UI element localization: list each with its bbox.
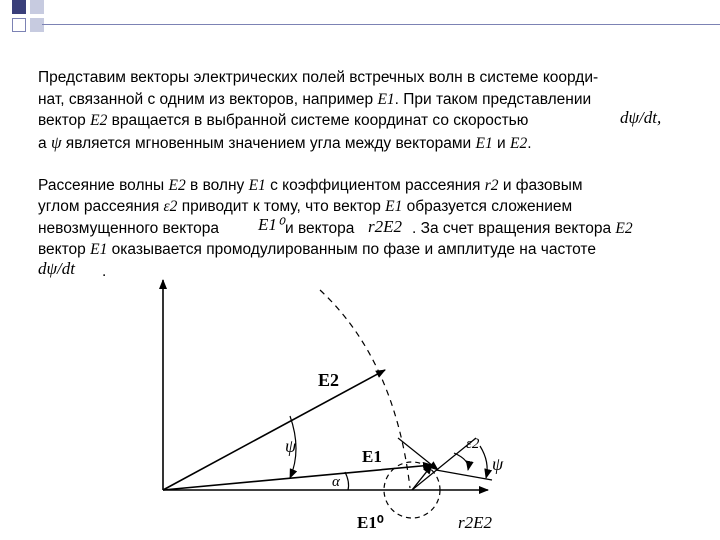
variable-E1: E1 — [475, 135, 493, 152]
variable-r2: r2 — [484, 177, 499, 194]
label-E1-0: E1⁰ — [357, 513, 384, 532]
angle-eps2-arc — [454, 453, 468, 470]
angle-alpha-arc — [345, 472, 349, 490]
text: вектор — [38, 241, 91, 258]
variable-E1: E1 — [385, 198, 403, 215]
label-alpha: α — [332, 474, 340, 490]
variable-E2: E2 — [168, 177, 186, 194]
label-r2E2: r2E2 — [458, 513, 492, 532]
text: . — [527, 135, 532, 152]
angle-psi2-arc — [480, 446, 487, 478]
text: а — [38, 135, 51, 152]
label-psi: ψ — [285, 436, 297, 456]
text: является мгновенным значением угла между векторами — [61, 135, 476, 152]
variable-E1: E1 — [248, 177, 266, 194]
formula-dpsi-dt: dψ/dt — [38, 259, 76, 278]
text: невозмущенного вектора — [38, 220, 219, 237]
text: и фазовым — [498, 177, 583, 194]
label-E1: E1 — [362, 447, 382, 466]
text: вращается в выбранной системе координат со скоростью — [107, 112, 529, 129]
variable-eps2: ε2 — [163, 198, 178, 215]
text: приводит к тому, что вектор — [177, 198, 386, 215]
text: углом рассеяния — [38, 198, 164, 215]
label-E2: E2 — [318, 370, 340, 390]
variable-E1: E1 — [90, 241, 108, 258]
formula-E1-0: E1⁰ — [258, 215, 284, 234]
text: образуется сложением — [402, 198, 573, 215]
label-psi-2: ψ — [492, 454, 504, 474]
variable-E2: E2 — [615, 220, 633, 237]
helper-line — [398, 438, 438, 470]
symbol-psi: ψ — [50, 133, 62, 152]
text: в волну — [185, 177, 249, 194]
vector-r2E2 — [412, 465, 432, 490]
text: Рассеяние волны — [38, 177, 169, 194]
text: и вектора — [285, 220, 355, 237]
text: оказывается промодулированным по фазе и амплитуде на частоте — [107, 241, 596, 258]
text: и — [492, 135, 510, 152]
text: с коэффициентом рассеяния — [265, 177, 485, 194]
text: Представим векторы электрических полей встречных волн в системе коорди- — [38, 69, 599, 86]
helper-line — [436, 470, 492, 480]
text: . За счет вращения вектора — [412, 220, 616, 237]
formula-r2E2: r2E2 — [368, 217, 402, 236]
variable-E1: E1 — [377, 91, 395, 108]
text: вектор — [38, 112, 91, 129]
variable-E2: E2 — [509, 135, 528, 152]
label-eps2: ε2 — [466, 436, 480, 452]
text: . — [102, 263, 107, 280]
text: нат, связанной с одним из векторов, например — [38, 91, 378, 108]
formula-dpsi-dt: dψ/dt, — [620, 108, 662, 127]
text: . При таком представлении — [394, 91, 592, 108]
variable-E2: E2 — [90, 112, 108, 129]
